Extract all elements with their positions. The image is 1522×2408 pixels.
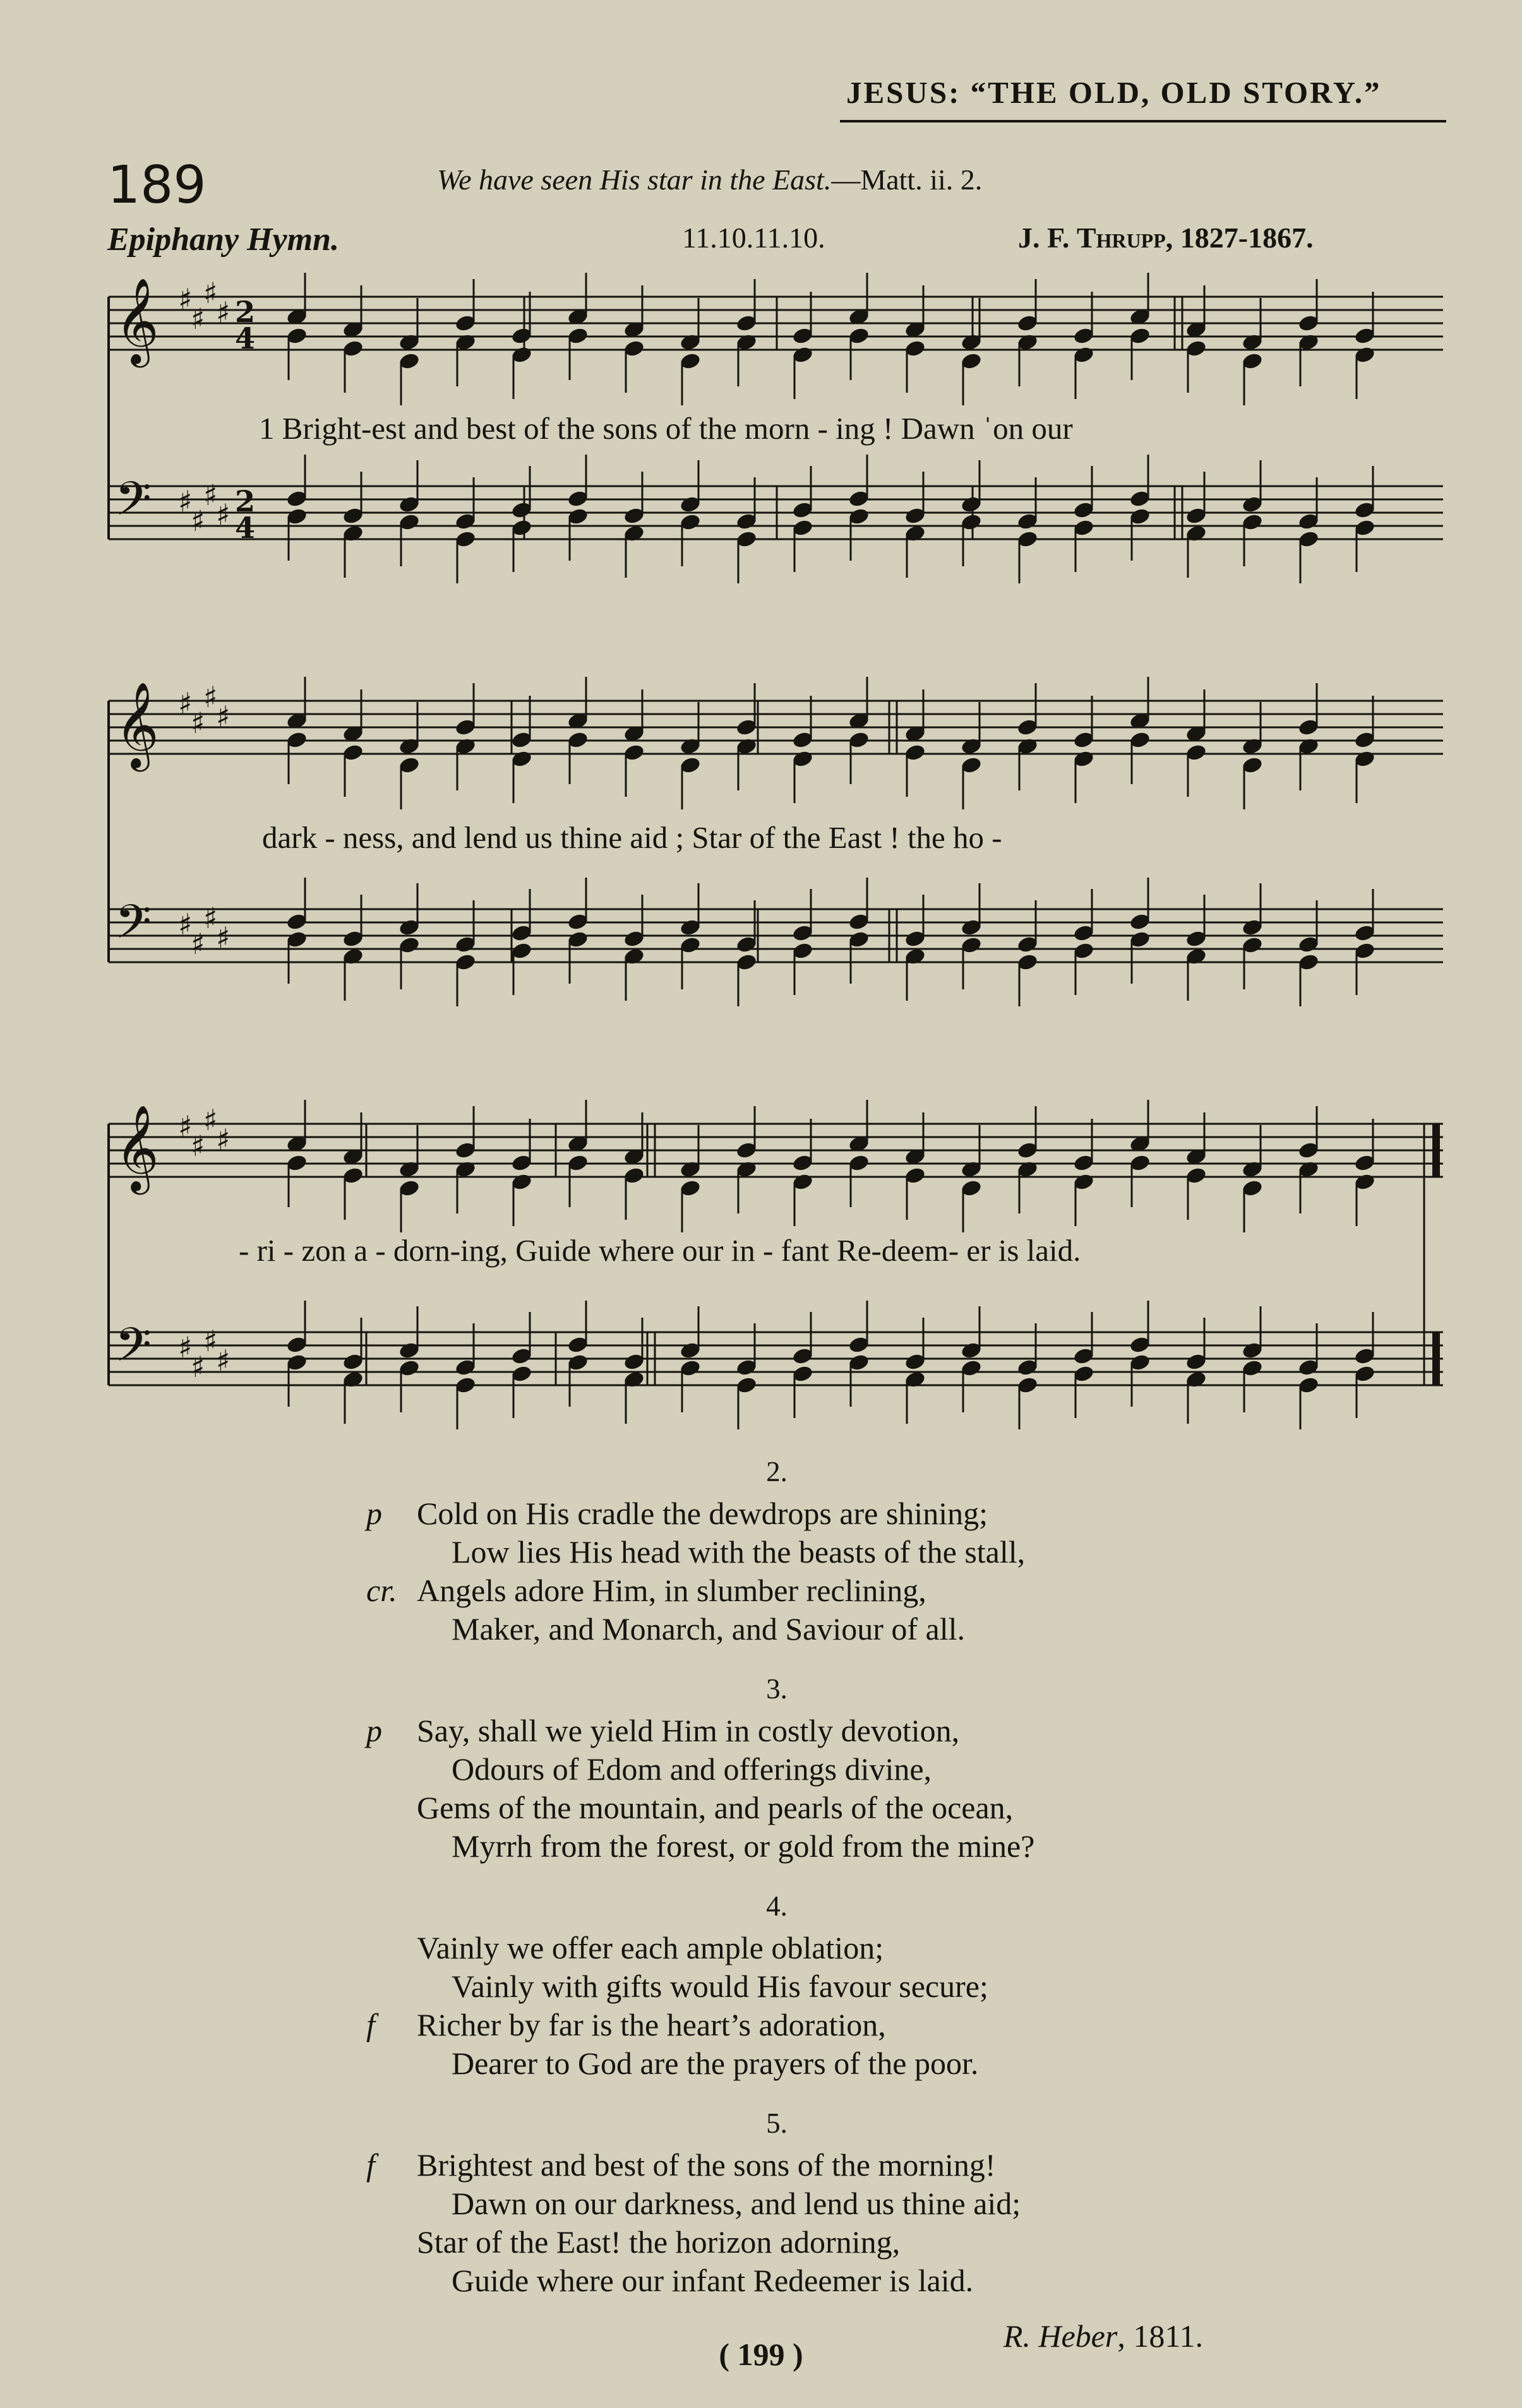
bass-clef: 𝄢 (115, 1318, 152, 1384)
verse-text: Vainly with gifts would His favour secure; (452, 1969, 988, 2004)
lyrics-system-1: 1 Bright-est and best of the sons of the morn - ing ! Dawn ˈon our (259, 411, 1073, 446)
key-sharp: ♯ (203, 478, 218, 512)
key-sharp: ♯ (178, 686, 193, 720)
verse-text: Low lies His head with the beasts of the stall, (452, 1534, 1026, 1570)
key-sharp: ♯ (216, 295, 231, 330)
verse-text: Dawn on our darkness, and lend us thine aid; (452, 2186, 1021, 2221)
verse-text: Say, shall we yield Him in costly devotion, (417, 1713, 960, 1748)
treble-clef: 𝄞 (115, 1104, 159, 1191)
dynamic-marking: cr. (366, 1573, 397, 1608)
verse-line (354, 2262, 1301, 2300)
verse-line (354, 1712, 1301, 1750)
running-head: JESUS: “THE OLD, OLD STORY.” (846, 75, 1382, 110)
composer-initials: J. F. (1018, 222, 1077, 254)
composer-name: Thrupp (1076, 222, 1166, 254)
verse-line (354, 1533, 1301, 1571)
verse-text: Richer by far is the heart’s adoration, (417, 2007, 886, 2042)
verse-text: Guide where our infant Redeemer is laid. (452, 2263, 974, 2298)
verse-line (354, 1610, 1301, 1648)
key-sharp: ♯ (178, 1330, 193, 1364)
key-sharp: ♯ (203, 680, 218, 714)
header-rule (840, 120, 1446, 122)
time-signature: 4 (235, 321, 256, 355)
verse-line (354, 1929, 1301, 1967)
verse-text: Gems of the mountain, and pearls of the ocean, (417, 1790, 1014, 1825)
verse-line (354, 2006, 1301, 2044)
key-sharp: ♯ (203, 1324, 218, 1358)
scripture-epigraph (437, 163, 982, 196)
verse-text: Maker, and Monarch, and Saviour of all. (452, 1611, 966, 1647)
verse-line (354, 1571, 1301, 1610)
dynamic-marking: f (366, 2007, 375, 2042)
page-number: ( 199 ) (719, 2337, 803, 2372)
key-sharp: ♯ (216, 1344, 231, 1378)
hymn-meter: 11.10.11.10. (682, 222, 825, 254)
hymn-number: 189 (107, 155, 207, 215)
stanza (354, 1890, 1301, 2083)
stanza-number: 5. (766, 2107, 788, 2139)
verse-line (354, 2044, 1301, 2083)
verse-text: Brightest and best of the sons of the morning! (417, 2147, 996, 2183)
verse-line (354, 1789, 1301, 1827)
stanza-number: 4. (766, 1890, 788, 1922)
stanza (354, 1672, 1301, 1866)
dynamic-marking: f (366, 2147, 375, 2183)
key-sharp: ♯ (216, 498, 231, 532)
key-sharp: ♯ (191, 1129, 205, 1163)
key-sharp: ♯ (178, 484, 193, 518)
key-sharp: ♯ (216, 1123, 231, 1157)
dynamic-marking: p (366, 1713, 382, 1748)
tune-name: Epiphany Hymn. (107, 222, 339, 258)
author-name: R. Heber (1003, 2318, 1118, 2354)
verse-line (354, 1827, 1301, 1866)
bass-clef: 𝄢 (115, 472, 152, 538)
key-sharp: ♯ (203, 1103, 218, 1137)
key-sharp: ♯ (191, 302, 205, 336)
bass-clef: 𝄢 (115, 895, 152, 961)
dynamic-marking: p (366, 1496, 382, 1531)
final-barline (1432, 1124, 1440, 1177)
key-sharp: ♯ (191, 706, 205, 740)
lyrics-system-3: - ri - zon a - dorn-ing, Guide where our in - fant Re-deem- er is laid. (239, 1233, 1081, 1268)
verse-line (354, 2223, 1301, 2262)
key-sharp: ♯ (203, 901, 218, 935)
key-sharp: ♯ (191, 504, 205, 538)
stanza-number: 2. (766, 1456, 788, 1487)
key-sharp: ♯ (178, 1109, 193, 1143)
key-sharp: ♯ (203, 276, 218, 310)
verse-text: Myrrh from the forest, or gold from the mine? (452, 1828, 1035, 1864)
stanza (354, 1455, 1301, 1648)
key-sharp: ♯ (191, 927, 205, 961)
composer-dates: , 1827-1867. (1165, 222, 1314, 254)
verse-text: Star of the East! the horizon adorning, (417, 2224, 901, 2260)
epigraph-reference: —Matt. ii. 2. (831, 164, 983, 196)
key-sharp: ♯ (216, 700, 231, 734)
verse-text: Cold on His cradle the dewdrops are shining; (417, 1496, 988, 1531)
hymn-verses (354, 1455, 1301, 2354)
verse-line (354, 1494, 1301, 1533)
key-sharp: ♯ (216, 921, 231, 955)
verse-line (354, 2184, 1301, 2223)
lyrics-system-2: dark - ness, and lend us thine aid ; Star of the East ! the ho - (262, 820, 1002, 855)
stanza (354, 2107, 1301, 2300)
verse-text: Vainly we offer each ample oblation; (417, 1930, 884, 1965)
key-sharp: ♯ (191, 1350, 205, 1384)
time-signature: 2 (235, 295, 256, 329)
verse-text: Angels adore Him, in slumber reclining, (417, 1573, 926, 1608)
key-sharp: ♯ (178, 282, 193, 316)
key-sharp: ♯ (178, 907, 193, 941)
stanza-number: 3. (766, 1673, 788, 1705)
verse-line (354, 2146, 1301, 2184)
epigraph-text: We have seen His star in the East. (437, 164, 832, 196)
verse-text: Odours of Edom and offerings divine, (452, 1751, 932, 1787)
author-year: , 1811. (1117, 2318, 1203, 2354)
verse-text: Dearer to God are the prayers of the poor. (452, 2046, 979, 2081)
treble-clef: 𝄞 (115, 277, 159, 364)
verse-line (354, 1967, 1301, 2006)
time-signature: 2 (235, 484, 256, 518)
time-signature: 4 (235, 511, 256, 545)
treble-clef: 𝄞 (115, 681, 159, 768)
verse-line (354, 1750, 1301, 1789)
final-barline (1432, 1332, 1440, 1385)
composer-credit (1018, 221, 1314, 254)
